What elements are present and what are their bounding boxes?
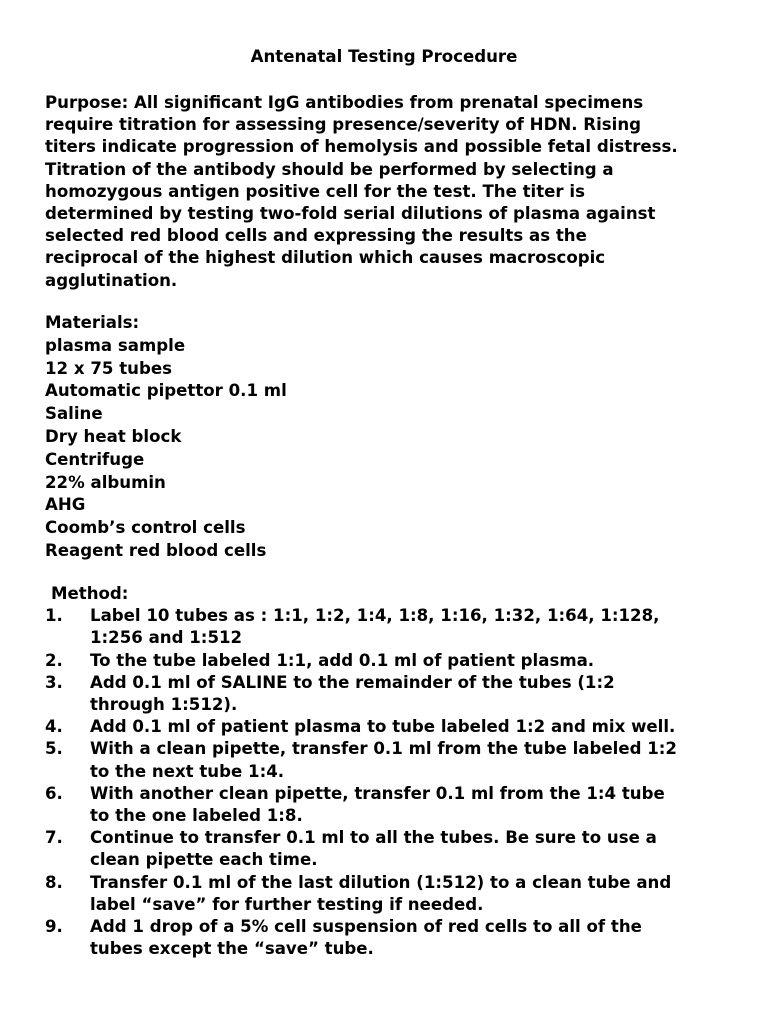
materials-item: plasma sample — [45, 335, 186, 355]
step-text: Label 10 tubes as : 1:1, 1:2, 1:4, 1:8, 1:16, 1:32, 1:64, 1:128, 1:256 and 1:512 — [90, 606, 660, 648]
step-number: 6. — [45, 783, 63, 803]
step-text: Add 0.1 ml of SALINE to the remainder of the tubes (1:2 through 1:512). — [90, 672, 615, 715]
step-number: 8. — [45, 872, 63, 892]
purpose-paragraph: Purpose: All significant IgG antibodies from prenatal specimens require titration for assessing presence/severity of HDN. Rising titers indicate progression of hemolysis and possible fetal distress. Titration of the antibody should be performed by selecting a homozygous antigen positive cell for the test. The titer is determined by testing two-fold serial dilutions of plasma against selected red blood cells and expressing the results as the reciprocal of the highest dilution which causes macroscopic agglutination. — [45, 93, 678, 290]
method-step — [45, 650, 745, 672]
method-step — [45, 827, 745, 871]
materials-item: Centrifuge — [45, 449, 145, 469]
document-title: Antenatal Testing Procedure — [250, 47, 518, 66]
step-text: Transfer 0.1 ml of the last dilution (1:512) to a clean tube and label “save” for further testing if needed. — [90, 872, 672, 914]
step-text: Add 0.1 ml of patient plasma to tube labeled 1:2 and mix well. — [90, 717, 676, 737]
materials-heading: Materials: — [45, 313, 140, 332]
method-step — [45, 716, 745, 738]
step-number: 5. — [45, 739, 63, 759]
materials-item: Reagent red blood cells — [45, 540, 267, 560]
materials-section — [45, 312, 287, 563]
step-number: 3. — [45, 672, 63, 692]
step-number: 1. — [45, 606, 63, 626]
step-text: With another clean pipette, transfer 0.1 ml from the 1:4 tube to the one labeled 1:8. — [90, 783, 665, 826]
method-step — [45, 738, 745, 782]
materials-item: AHG — [45, 495, 86, 515]
step-number: 7. — [45, 828, 63, 848]
step-number: 9. — [45, 917, 63, 937]
method-section — [45, 583, 745, 960]
materials-item: Automatic pipettor 0.1 ml — [45, 381, 287, 401]
step-text: With a clean pipette, transfer 0.1 ml from the tube labeled 1:2 to the next tube 1:4. — [90, 739, 677, 781]
method-step — [45, 605, 745, 649]
step-number: 2. — [45, 650, 63, 670]
step-text: Add 1 drop of a 5% cell suspension of red cells to all of the tubes except the “save” tube. — [90, 917, 642, 959]
step-number: 4. — [45, 717, 63, 737]
materials-item: 22% albumin — [45, 472, 166, 492]
step-text: Continue to transfer 0.1 ml to all the tubes. Be sure to use a clean pipette each time. — [90, 828, 657, 870]
method-step — [45, 916, 745, 960]
method-step — [45, 672, 745, 716]
method-step — [45, 872, 745, 916]
materials-item: Coomb’s control cells — [45, 518, 246, 538]
step-text: To the tube labeled 1:1, add 0.1 ml of patient plasma. — [90, 650, 595, 670]
method-step — [45, 783, 745, 827]
materials-item: 12 x 75 tubes — [45, 358, 172, 378]
materials-item: Saline — [45, 404, 103, 424]
method-heading: Method: — [51, 584, 129, 603]
materials-item: Dry heat block — [45, 426, 182, 446]
